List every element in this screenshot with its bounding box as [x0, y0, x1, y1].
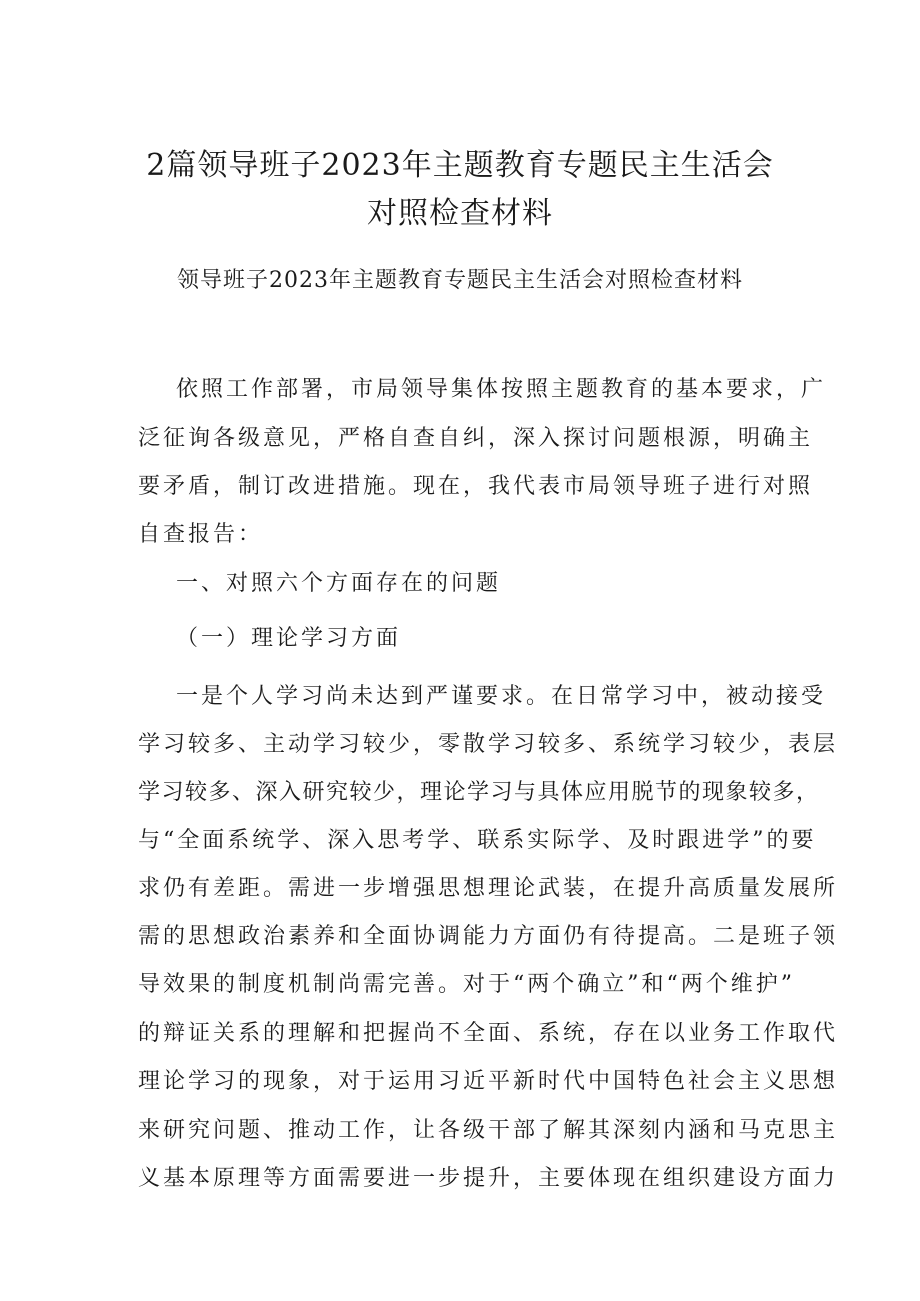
paragraph-line: 一是个人学习尚未达到严谨要求。在日常学习中，被动接受: [176, 684, 827, 709]
paragraph-line: 义基本原理等方面需要进一步提升，主要体现在组织建设方面力: [138, 1166, 839, 1191]
paragraph-line: 学习较多、深入研究较少，理论学习与具体应用脱节的现象较多，: [138, 780, 820, 805]
paragraph-line: 依照工作部署，市局领导集体按照主题教育的基本要求，广: [176, 377, 827, 402]
paragraph-line: 自查报告：: [138, 522, 264, 547]
document-subtitle: 领导班子2023年主题教育专题民主生活会对照检查材料: [177, 268, 743, 293]
paragraph-line: 与“全面系统学、深入思考学、联系实际学、及时跟进学”的要: [138, 828, 817, 853]
paragraph-line: 求仍有差距。需进一步增强思想理论武装，在提升高质量发展所: [138, 876, 839, 901]
subsection-heading: （一）理论学习方面: [176, 626, 402, 651]
section-heading: 一、对照六个方面存在的问题: [176, 571, 502, 596]
paragraph-line: 的辩证关系的理解和把握尚不全面、系统，存在以业务工作取代: [138, 1021, 839, 1046]
paragraph-line: 理论学习的现象，对于运用习近平新时代中国特色社会主义思想: [138, 1069, 839, 1094]
paragraph-line: 要矛盾，制订改进措施。现在，我代表市局领导班子进行对照: [138, 474, 814, 499]
document-title-line-2: 对照检查材料: [367, 196, 553, 231]
paragraph-line: 来研究问题、推动工作，让各级干部了解其深刻内涵和马克思主: [138, 1118, 839, 1143]
paragraph-line: 需的思想政治素养和全面协调能力方面仍有待提高。二是班子领: [138, 924, 839, 949]
paragraph-line: 泛征询各级意见，严格自查自纠，深入探讨问题根源，明确主: [138, 426, 814, 451]
paragraph-line: 学习较多、主动学习较少，零散学习较多、系统学习较少，表层: [138, 732, 839, 757]
document-title-line-1: 2篇领导班子2023年主题教育专题民主生活会: [146, 148, 774, 183]
paragraph-line: 导效果的制度机制尚需完善。对于“两个确立”和“两个维护”: [138, 972, 795, 997]
